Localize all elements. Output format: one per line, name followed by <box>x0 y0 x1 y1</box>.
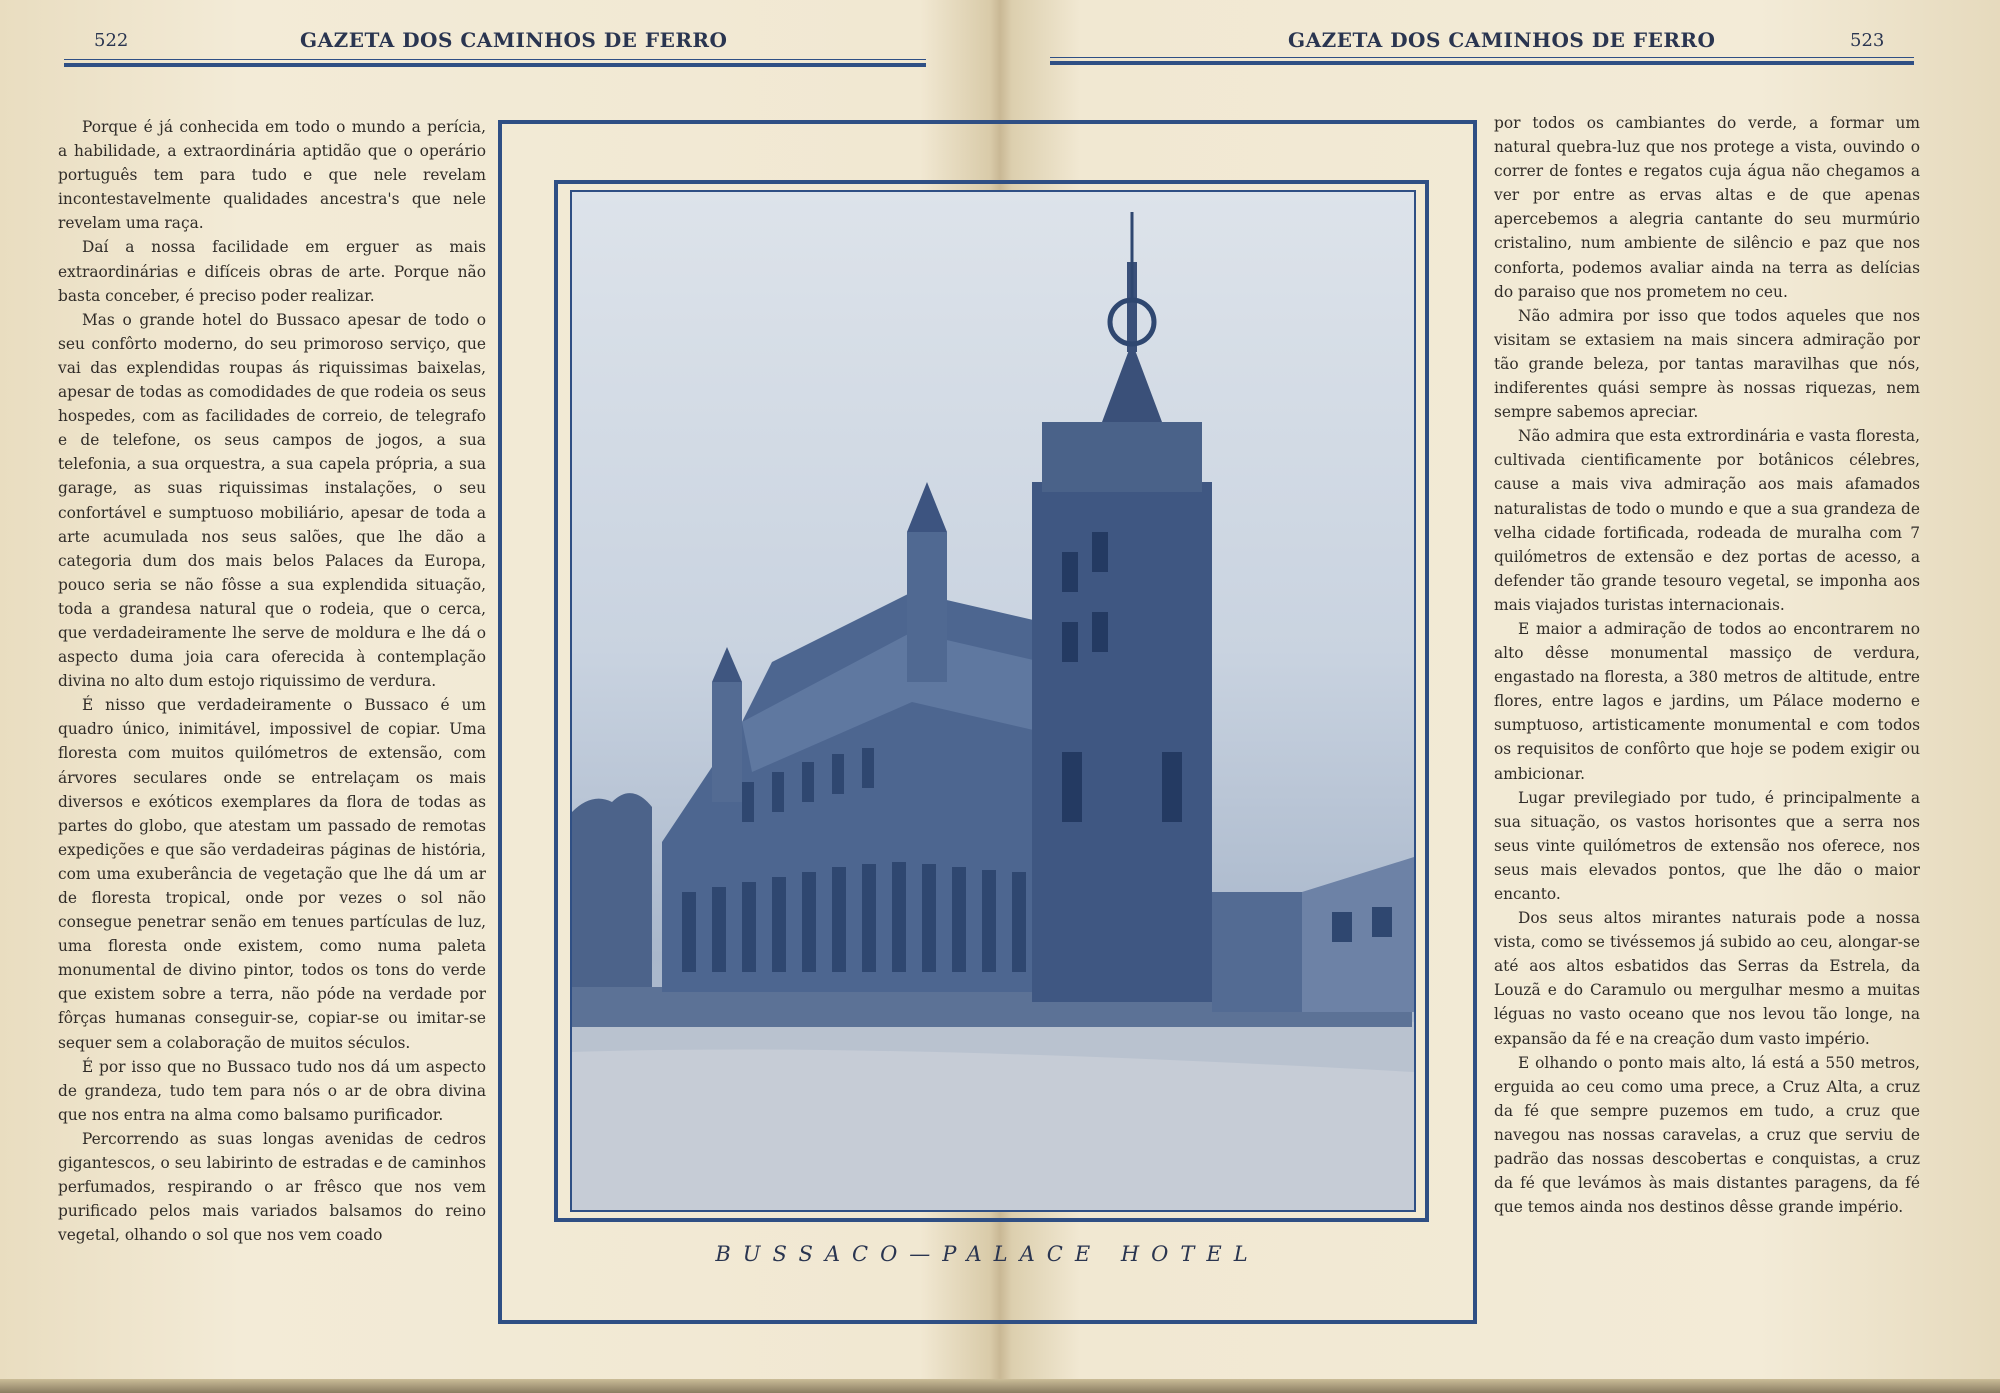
right-header-rule-thin <box>1050 57 1914 58</box>
right-paragraph-3: Não admira que esta extrordinária e vasta floresta, cultivada cientificamente por botânicos célebres, cause a mais viva admiração aos mais afamados naturalistas de todo o mundo e que a sua grandeza de velha cidade fortificada, rodeada de muralha com 7 quilómetros de extensão e dez portas de acesso, a defender tão grande tesouro vegetal, se imponha aos mais viajados turistas internacionais. <box>1494 427 1920 614</box>
book-bottom-edge <box>0 1379 2000 1393</box>
left-paragraph-4: É nisso que verdadeiramente o Bussaco é um quadro único, inimitável, impossivel de copiar. Uma floresta com muitos quilómetros de extensão, com árvores seculares onde se entrelaçam os mais diversos e exóticos exemplares da flora de todas as partes do globo, que atestam um passado de remotas expedições e que são verdadeiras páginas de história, com uma exuberância de vegetação que lhe dá um ar de floresta tropical, onde por vezes o sol não consegue penetrar senão em tenues partículas de luz, uma floresta onde existem, como numa paleta monumental de divino pintor, todos os tons do verde que existem sobre a terra, não póde na verdade por fôrças humanas conseguir-se, copiar-se ou imitar-se sequer sem a colaboração de muitos séculos. <box>58 696 486 1052</box>
left-paragraph-1: Porque é já conhecida em todo o mundo a perícia, a habilidade, a extraordinária aptidão que o operário português tem para tudo e que nele revelam incontestavelmente qualidades ancestra's que nele revelam uma raça. <box>58 118 486 233</box>
figure-caption: BUSSACO—PALACE HOTEL <box>715 1242 1260 1266</box>
right-text-column <box>1494 111 1920 1219</box>
annex-building <box>1212 892 1302 1012</box>
left-text-column <box>58 115 486 1247</box>
left-paragraph-3: Mas o grande hotel do Bussaco apesar de todo o seu confôrto moderno, do seu primoroso serviço, que vai das explendidas roupas ás riquissimas baixelas, apesar de todas as comodidades de que rodeia os seus hospedes, com as facilidades de correio, de telegrafo e de telefone, os seus campos de jogos, a sua telefonia, a sua orquestra, a sua capela própria, a sua garage, as suas riquissimas instalações, o seu confortável e sumptuoso mobiliário, apesar de toda a arte acumulada nos seus salões, que lhe dão a categoria dum dos mais belos Palaces da Europa, pouco seria se não fôsse a sua explendida situação, toda a grandesa natural que o rodeia, que o cerca, que verdadeiramente lhe serve de moldura e lhe dá o aspecto duma joia cara oferecida à contemplação divina no alto dum estojo riquissimo de verdura. <box>58 310 486 691</box>
left-header-rule-thin <box>64 59 926 60</box>
main-tower <box>1032 482 1212 1002</box>
left-paragraph-2: Daí a nossa facilidade em erguer as mais extraordinárias e difíceis obras de arte. Porque não basta conceber, é preciso poder realizar. <box>58 238 486 305</box>
right-paragraph-1: por todos os cambiantes do verde, a formar um natural quebra-luz que nos protege a vista, ouvindo o correr de fontes e regatos cuja água não chegamos a ver por entre as ervas altas e de que apenas apercebemos a alegria cantante do seu murmúrio cristalino, num ambiente de silêncio e paz que nos conforta, podemos avaliar ainda na terra as delícias do paraiso que nos prometem no ceu. <box>1494 114 1920 301</box>
left-page-number: 522 <box>94 30 129 51</box>
right-header-rule <box>1050 61 1914 65</box>
palace-photograph <box>570 190 1416 1212</box>
middle-turret <box>907 532 947 682</box>
left-turret <box>712 682 742 802</box>
left-paragraph-6: Percorrendo as suas longas avenidas de cedros gigantescos, o seu labirinto de estradas e de caminhos perfumados, respirando o ar frêsco que nos vem purificado pelos mais variados balsamos do reino vegetal, olhando o sol que nos vem coado <box>58 1129 486 1245</box>
right-paragraph-4: E maior a admiração de todos ao encontrarem no alto dêsse monumental massiço de verdura, engastado na floresta, a 380 metros de altitude, entre flores, entre lagos e jardins, um Pálace moderno e sumptuoso, artisticamente monumental e com todos os requisitos de confôrto que hoje se podem exigir ou ambicionar. <box>1494 619 1920 783</box>
palace-illustration <box>572 192 1414 1210</box>
right-paragraph-7: E olhando o ponto mais alto, lá está a 550 metros, erguida ao ceu como uma prece, a Cruz Alta, a cruz da fé que sempre puzemos em tudo, a cruz que navegou nas nossas caravelas, a cruz que serviu de padrão das nossas descobertas e conquistas, a cruz da fé que levámos às mais distantes paragens, da fé que temos ainda nos destinos dêsse grande império. <box>1494 1053 1920 1217</box>
left-running-head: GAZETA DOS CAMINHOS DE FERRO <box>300 28 728 52</box>
left-header-rule <box>64 63 926 67</box>
right-running-head: GAZETA DOS CAMINHOS DE FERRO <box>1288 28 1716 52</box>
right-paragraph-6: Dos seus altos mirantes naturais pode a nossa vista, como se tivéssemos já subido ao ceu, alongar-se até aos altos esbatidos das Serras da Estrela, da Louzã e do Caramulo ou mergulhar mesmo a muitas léguas no vasto oceano que nos levou tão longe, na expansão da fé e na creação dum vasto império. <box>1494 909 1920 1048</box>
right-paragraph-2: Não admira por isso que todos aqueles que nos visitam se extasiem na mais sincera admiração por tão grande beleza, por tantas maravilhas que nós, indiferentes quási sempre às nossas riquezas, nem sempre sabemos apreciar. <box>1494 306 1920 422</box>
right-page-number: 523 <box>1850 30 1885 51</box>
left-paragraph-5: É por isso que no Bussaco tudo nos dá um aspecto de grandeza, tudo tem para nós o ar de obra divina que nos entra na alma como balsamo purificador. <box>58 1057 486 1124</box>
right-paragraph-5: Lugar previlegiado por tudo, é principalmente a sua situação, os vastos horisontes que a serra nos seus vinte quilómetros de extensão nos oferece, nos seus mais elevados pontos, que lhe dão o maior encanto. <box>1494 788 1920 903</box>
